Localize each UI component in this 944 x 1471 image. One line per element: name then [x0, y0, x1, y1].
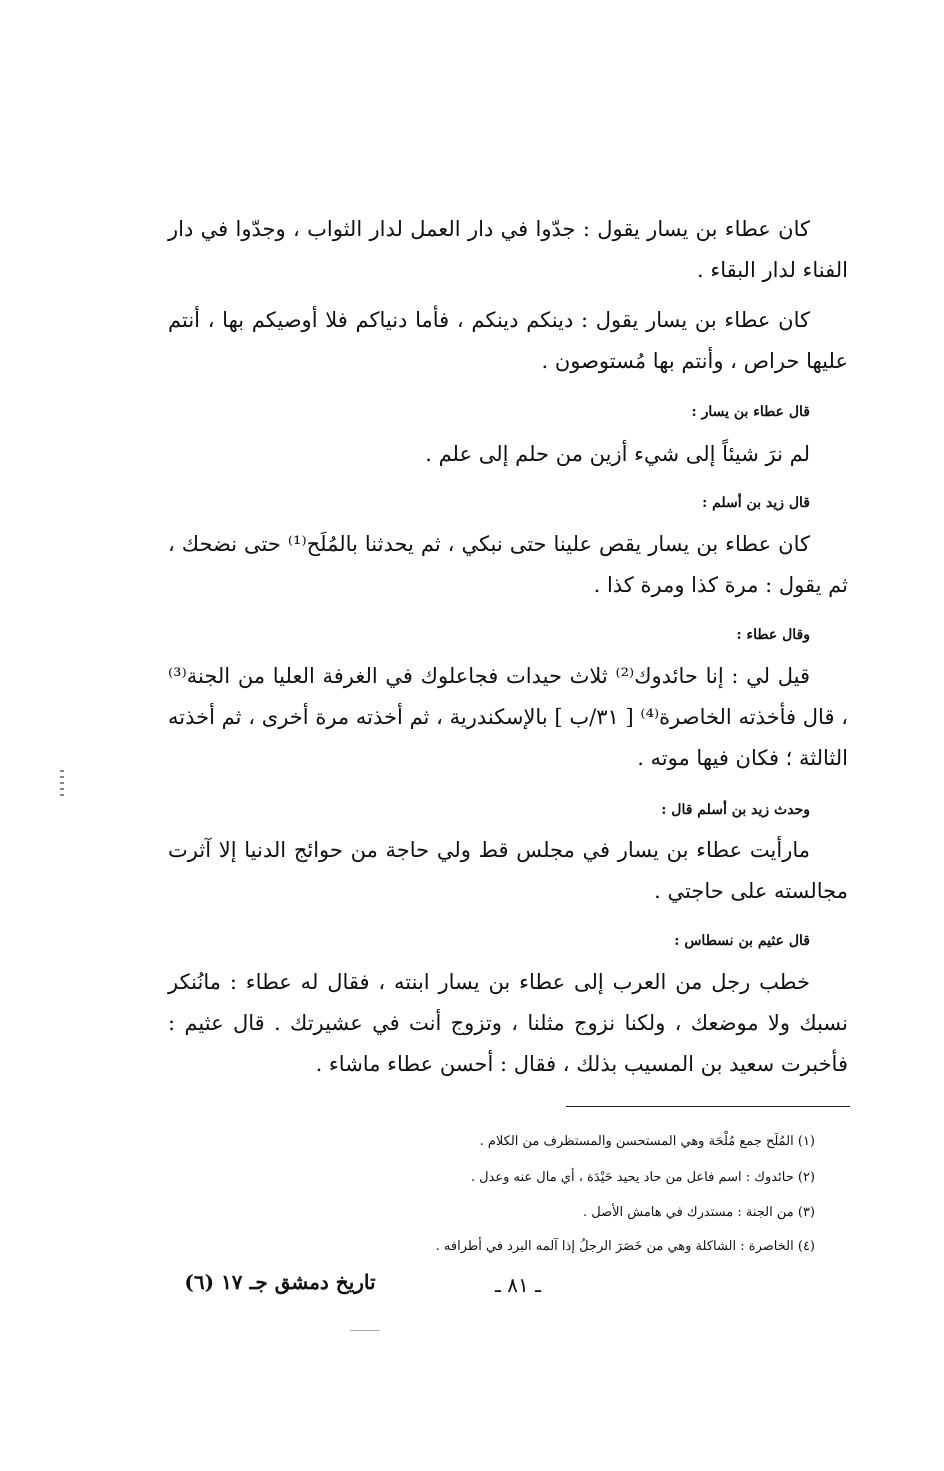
heading-4: قال زيد بن أسلم : [702, 495, 810, 511]
footnote-divider [566, 1106, 850, 1107]
page-number: ـ ٨١ ـ [495, 1273, 541, 1297]
heading-7: قال عثيم بن نسطاس : [674, 933, 810, 949]
heading-5: وقال عطاء : [736, 627, 810, 643]
paragraph-3: لم نرَ شيئاً إلى شيء أزين من حلم إلى علم . [425, 442, 810, 466]
footnote-4: (٤) الخاصرة : الشاكلة وهي من خَصَرَ الرجلُ إذا آلمه البرد في أطرافه . [435, 1239, 815, 1254]
paragraph-7: خطب رجل من العرب إلى عطاء بن يسار ابنته ، فقال له عطاء : مانُنكر نسبك ولا موضعك ، ولكنا نزوج مثلنا ، وتزوج أنت في عشيرتك . قال عثيم : فأخبرت سعيد بن المسيب بذلك ، فقال : أحسن عطاء ماشاء . [168, 970, 848, 1076]
paragraph-6: مارأيت عطاء بن يسار في مجلس قط ولي حاجة من حوائج الدنيا إلا آثرت مجالسته على حاجتي . [168, 838, 848, 903]
paragraph-4: كان عطاء بن يسار يقص علينا حتى نبكي ، ثم يحدثنا بالمُلَح⁽¹⁾ حتى نضحك ، ثم يقول : مرة كذا ومرة كذا . [168, 532, 848, 597]
scan-artifact-mark [350, 1330, 380, 1331]
paragraph-5: قيل لي : إنا حائدوك⁽²⁾ ثلاث حيدات فجاعلوك في الغرفة العليا من الجنة⁽³⁾ ، قال فأخذته الخاصرة⁽⁴⁾ [ ٣١/ب ] بالإسكندرية ، ثم أخذته مرة أخرى ، ثم أخذته الثالثة ؛ فكان فيها موته . [168, 664, 848, 770]
footnote-1: (١) المُلَح جمع مُلْحَة وهي المستحسن والمستظرف من الكلام . [479, 1134, 815, 1149]
footnote-2: (٢) حائدوك : اسم فاعل من حاد يحيد حَيْدَة ، أي مال عنه وعدل . [470, 1170, 815, 1185]
heading-3: قال عطاء بن يسار : [691, 404, 810, 420]
paragraph-1: كان عطاء بن يسار يقول : جدّوا في دار العمل لدار الثواب ، وجدّوا في دار الفناء لدار البقاء . [168, 217, 848, 282]
book-title: تاريخ دمشق جـ ١٧ (٦) [184, 1270, 376, 1294]
paragraph-2: كان عطاء بن يسار يقول : دينكم دينكم ، فأما دنياكم فلا أوصيكم بها ، أنتم عليها حراص ، وأنتم بها مُستوصون . [168, 308, 848, 373]
footnote-3: (٣) من الجنة : مستدرك في هامش الأصل . [582, 1205, 815, 1220]
scan-margin-mark [60, 770, 64, 800]
heading-6: وحدث زيد بن أسلم قال : [661, 802, 810, 818]
